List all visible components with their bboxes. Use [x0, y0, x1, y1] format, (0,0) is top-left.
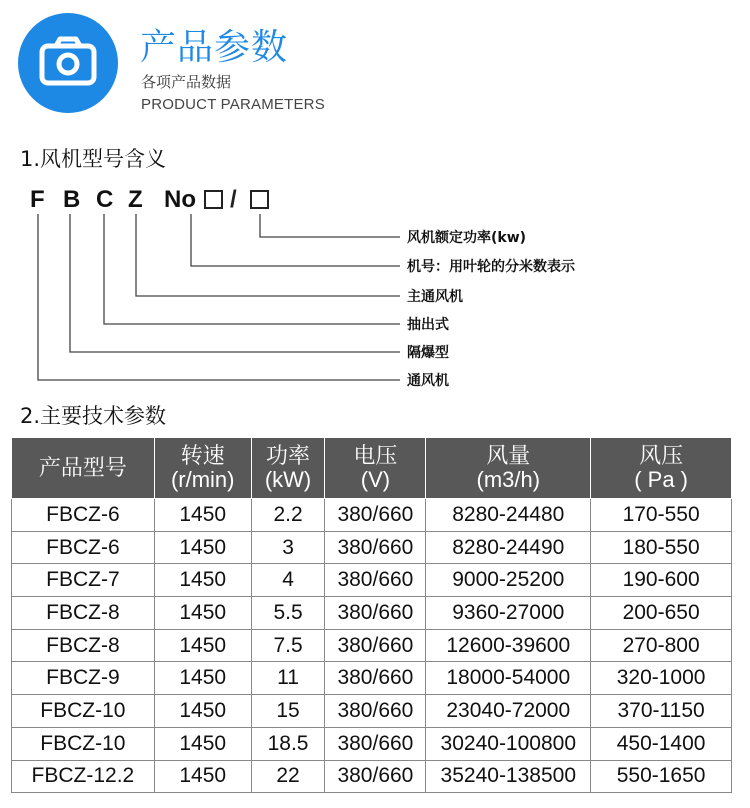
table-row — [12, 564, 732, 597]
cell-speed: 1450 — [154, 629, 251, 662]
table-header-row — [12, 438, 732, 499]
cell-model: FBCZ-8 — [12, 597, 155, 630]
cell-voltage: 380/660 — [325, 564, 426, 597]
cell-speed: 1450 — [154, 597, 251, 630]
cell-model: FBCZ-12.2 — [12, 760, 155, 793]
cell-airflow: 9000-25200 — [426, 564, 591, 597]
cell-power: 18.5 — [251, 727, 325, 760]
table-row — [12, 760, 732, 793]
cell-airflow: 30240-100800 — [426, 727, 591, 760]
cell-power: 2.2 — [251, 499, 325, 532]
cell-voltage: 380/660 — [325, 499, 426, 532]
cell-power: 11 — [251, 662, 325, 695]
table-row — [12, 629, 732, 662]
meaning-rated-power: 风机额定功率(kw) — [407, 230, 527, 246]
cell-model: FBCZ-7 — [12, 564, 155, 597]
cell-model: FBCZ-8 — [12, 629, 155, 662]
table-row — [12, 695, 732, 728]
cell-speed: 1450 — [154, 727, 251, 760]
cell-pressure: 270-800 — [591, 629, 732, 662]
cell-voltage: 380/660 — [325, 727, 426, 760]
cell-model: FBCZ-6 — [12, 499, 155, 532]
cell-speed: 1450 — [154, 695, 251, 728]
connector-number — [191, 214, 400, 266]
meaning-machine-number: 机号：用叶轮的分米数表示 — [407, 259, 575, 275]
section-tech-params-title: 2.主要技术参数 — [20, 404, 167, 428]
cell-power: 7.5 — [251, 629, 325, 662]
cell-airflow: 18000-54000 — [426, 662, 591, 695]
cell-voltage: 380/660 — [325, 695, 426, 728]
cell-pressure: 200-650 — [591, 597, 732, 630]
table-row — [12, 499, 732, 532]
code-letter-b: B — [63, 186, 81, 213]
cell-voltage: 380/660 — [325, 629, 426, 662]
cell-voltage: 380/660 — [325, 760, 426, 793]
cell-model: FBCZ-10 — [12, 695, 155, 728]
cell-airflow: 12600-39600 — [426, 629, 591, 662]
cell-model: FBCZ-9 — [12, 662, 155, 695]
meaning-ventilator: 通风机 — [407, 373, 449, 389]
header-pressure: 风压 ( Pa ) — [591, 438, 732, 499]
cell-voltage: 380/660 — [325, 531, 426, 564]
parameters-table — [11, 437, 732, 793]
meaning-extraction: 抽出式 — [407, 317, 449, 333]
cell-pressure: 450-1400 — [591, 727, 732, 760]
cell-voltage: 380/660 — [325, 597, 426, 630]
table-row — [12, 597, 732, 630]
cell-power: 15 — [251, 695, 325, 728]
cell-pressure: 180-550 — [591, 531, 732, 564]
table-row — [12, 727, 732, 760]
connector-c — [104, 214, 400, 324]
code-letter-f: F — [30, 186, 45, 213]
header-voltage: 电压 (V) — [325, 438, 426, 499]
cell-speed: 1450 — [154, 564, 251, 597]
cell-model: FBCZ-6 — [12, 531, 155, 564]
code-letter-c: C — [96, 186, 114, 213]
cell-model: FBCZ-10 — [12, 727, 155, 760]
section-model-meaning-title: 1.风机型号含义 — [20, 147, 167, 171]
connector-z — [136, 214, 400, 296]
cell-pressure: 190-600 — [591, 564, 732, 597]
cell-power: 4 — [251, 564, 325, 597]
connector-f — [38, 214, 400, 380]
cell-pressure: 170-550 — [591, 499, 732, 532]
cell-power: 3 — [251, 531, 325, 564]
cell-speed: 1450 — [154, 662, 251, 695]
connector-power — [260, 214, 400, 237]
cell-pressure: 550-1650 — [591, 760, 732, 793]
meaning-explosion-proof: 隔爆型 — [407, 345, 449, 361]
cell-speed: 1450 — [154, 499, 251, 532]
cell-airflow: 35240-138500 — [426, 760, 591, 793]
code-letter-z: Z — [128, 186, 143, 213]
cell-airflow: 23040-72000 — [426, 695, 591, 728]
cell-speed: 1450 — [154, 760, 251, 793]
code-slash: / — [230, 186, 237, 213]
header-model: 产品型号 — [12, 438, 155, 499]
page-title: 产品参数 — [140, 27, 289, 68]
cell-airflow: 8280-24480 — [426, 499, 591, 532]
cell-pressure: 320-1000 — [591, 662, 732, 695]
code-number-prefix: No — [164, 186, 196, 213]
page-subtitle: 各项产品数据 — [141, 73, 232, 91]
cell-airflow: 9360-27000 — [426, 597, 591, 630]
page-title-english: PRODUCT PARAMETERS — [141, 96, 325, 113]
connector-b — [70, 214, 400, 352]
header-power: 功率 (kW) — [251, 438, 325, 499]
cell-power: 22 — [251, 760, 325, 793]
cell-airflow: 8280-24490 — [426, 531, 591, 564]
table-row — [12, 662, 732, 695]
cell-voltage: 380/660 — [325, 662, 426, 695]
header-airflow: 风量 (m3/h) — [426, 438, 591, 499]
cell-power: 5.5 — [251, 597, 325, 630]
cell-speed: 1450 — [154, 531, 251, 564]
header-speed: 转速 (r/min) — [154, 438, 251, 499]
table-row — [12, 531, 732, 564]
cell-pressure: 370-1150 — [591, 695, 732, 728]
meaning-main-ventilator: 主通风机 — [407, 289, 463, 305]
